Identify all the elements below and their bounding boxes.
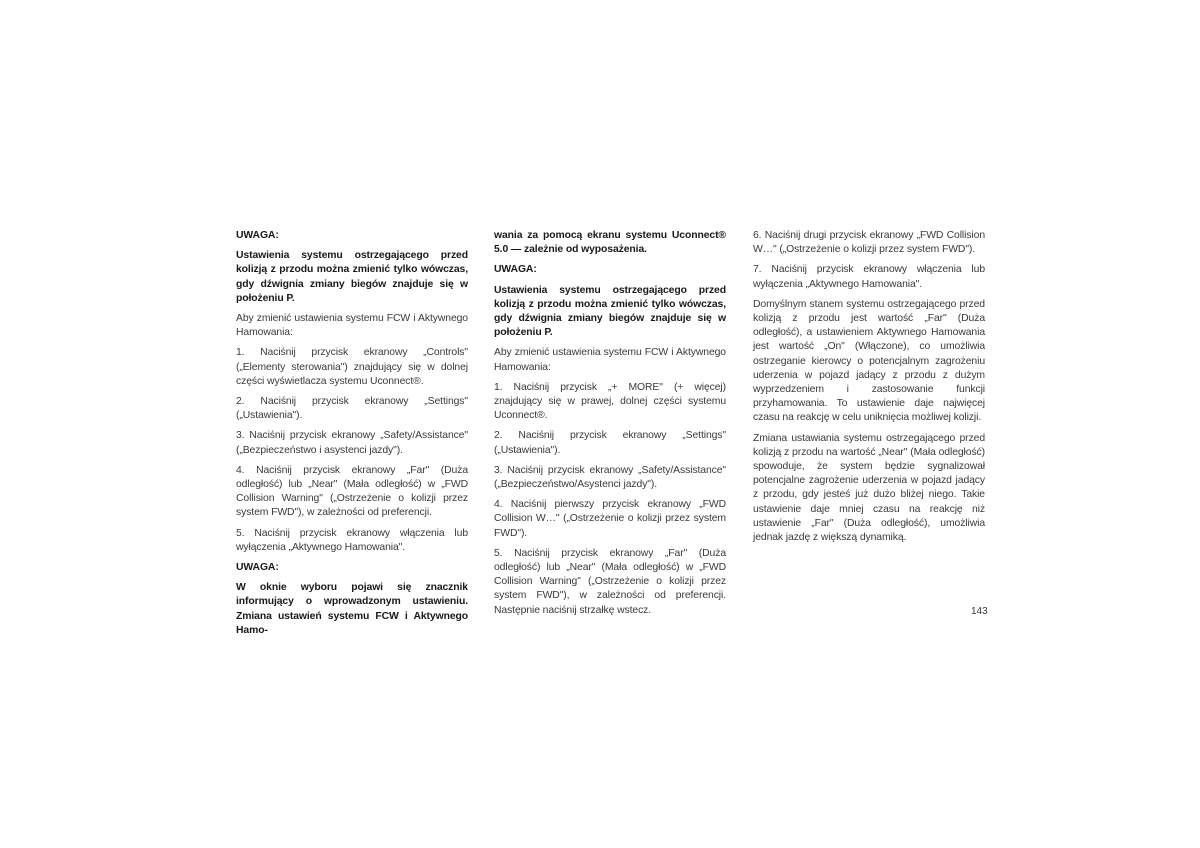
bold-note-paragraph: Ustawienia systemu ostrzegającego przed kolizją z przodu można zmienić tylko wówczas, gdy dźwignia zmiany biegów znajduje się w położeniu P. xyxy=(494,284,726,339)
page-number: 143 xyxy=(971,606,988,617)
body-paragraph: 3. Naciśnij przycisk ekranowy „Safety/Assistance" („Bezpieczeństwo i asystenci jazdy"). xyxy=(236,430,468,456)
bold-note-paragraph: Ustawienia systemu ostrzegającego przed kolizją z przodu można zmienić tylko wówczas, gdy dźwignia zmiany biegów znajduje się w położeniu P. xyxy=(236,250,468,304)
body-paragraph: 2. Naciśnij przycisk ekranowy „Settings" („Ustawienia"). xyxy=(236,396,468,422)
section-heading: UWAGA: xyxy=(236,230,279,241)
body-paragraph: 5. Naciśnij przycisk ekranowy „Far" (Duża odległość) lub „Near" (Mała odległość) w „FWD Collision Warning" („Ostrzeżenie o kolizji przez system FWD"), w zależności od preferencji. Następnie naciśnij strzałkę wstecz. xyxy=(494,547,726,616)
text-column-middle xyxy=(494,229,726,624)
body-paragraph: 3. Naciśnij przycisk ekranowy „Safety/Assistance" („Bezpieczeństwo/Asystenci jazdy"). xyxy=(494,464,726,491)
body-paragraph: 1. Naciśnij przycisk „+ MORE" (+ więcej) znajdujący się w prawej, dolnej części systemu Uconnect®. xyxy=(494,381,726,422)
body-paragraph: Domyślnym stanem systemu ostrzegającego przed kolizją z przodu jest wartość „Far" (Duża odległość), a ustawieniem Aktywnego Hamowania jest wartość „On" (Włączone), co umożliwia ostrzeganie kierowcy o potencjalnym zagrożeniu uderzenia w pojazd jadący z przodu z dużym wyprzedzeniem i zastosowanie funkcji przyhamowania. To ustawienie daje najwięcej czasu na reakcję w celu uniknięcia możliwej kolizji. xyxy=(753,298,985,424)
body-paragraph: 2. Naciśnij przycisk ekranowy „Settings" („Ustawienia"). xyxy=(494,430,726,456)
bold-note-paragraph: W oknie wyboru pojawi się znacznik informujący o wprowadzonym ustawieniu. Zmiana ustawień systemu FCW i Aktywnego Hamo- xyxy=(236,582,468,636)
body-paragraph: Aby zmienić ustawienia systemu FCW i Aktywnego Hamowania: xyxy=(236,313,468,339)
body-paragraph: 4. Naciśnij pierwszy przycisk ekranowy „FWD Collision W…" („Ostrzeżenie o kolizji przez system FWD"). xyxy=(494,499,726,539)
bold-note-paragraph: wania za pomocą ekranu systemu Uconnect® 5.0 — zależnie od wyposażenia. xyxy=(494,230,726,256)
body-paragraph: 4. Naciśnij przycisk ekranowy „Far" (Duża odległość) lub „Near" (Mała odległość) w „FWD Collision Warning" („Ostrzeżenie o kolizji przez system FWD"), w zależności od preferencji. xyxy=(236,464,468,519)
body-paragraph: 6. Naciśnij drugi przycisk ekranowy „FWD Collision W…" („Ostrzeżenie o kolizji przez system FWD"). xyxy=(753,230,985,256)
body-paragraph: 7. Naciśnij przycisk ekranowy włączenia lub wyłączenia „Aktywnego Hamowania". xyxy=(753,264,985,290)
text-column-right xyxy=(753,229,985,551)
body-paragraph: 1. Naciśnij przycisk ekranowy „Controls" („Elementy sterowania") znajdujący się w dolnej części wyświetlacza systemu Uconnect®. xyxy=(236,347,468,387)
body-paragraph: 5. Naciśnij przycisk ekranowy włączenia lub wyłączenia „Aktywnego Hamowania". xyxy=(236,527,468,553)
section-heading: UWAGA: xyxy=(236,562,279,574)
body-paragraph: Zmiana ustawiania systemu ostrzegającego przed kolizją z przodu na wartość „Near" (Mała odległość) spowoduje, że system będzie sygnalizował potencjalne zagrożenie uderzenia w pojazd jadący z przodu, gdy jesteś już dużo bliżej niego. Takie ustawienie daje mniej czasu na reakcję niż ustawienie „Far" (Duża odległość), umożliwia jednak jazdę z większą dynamiką. xyxy=(753,432,985,544)
text-column-left xyxy=(236,229,468,644)
section-heading: UWAGA: xyxy=(494,264,537,276)
body-paragraph: Aby zmienić ustawienia systemu FCW i Aktywnego Hamowania: xyxy=(494,347,726,373)
